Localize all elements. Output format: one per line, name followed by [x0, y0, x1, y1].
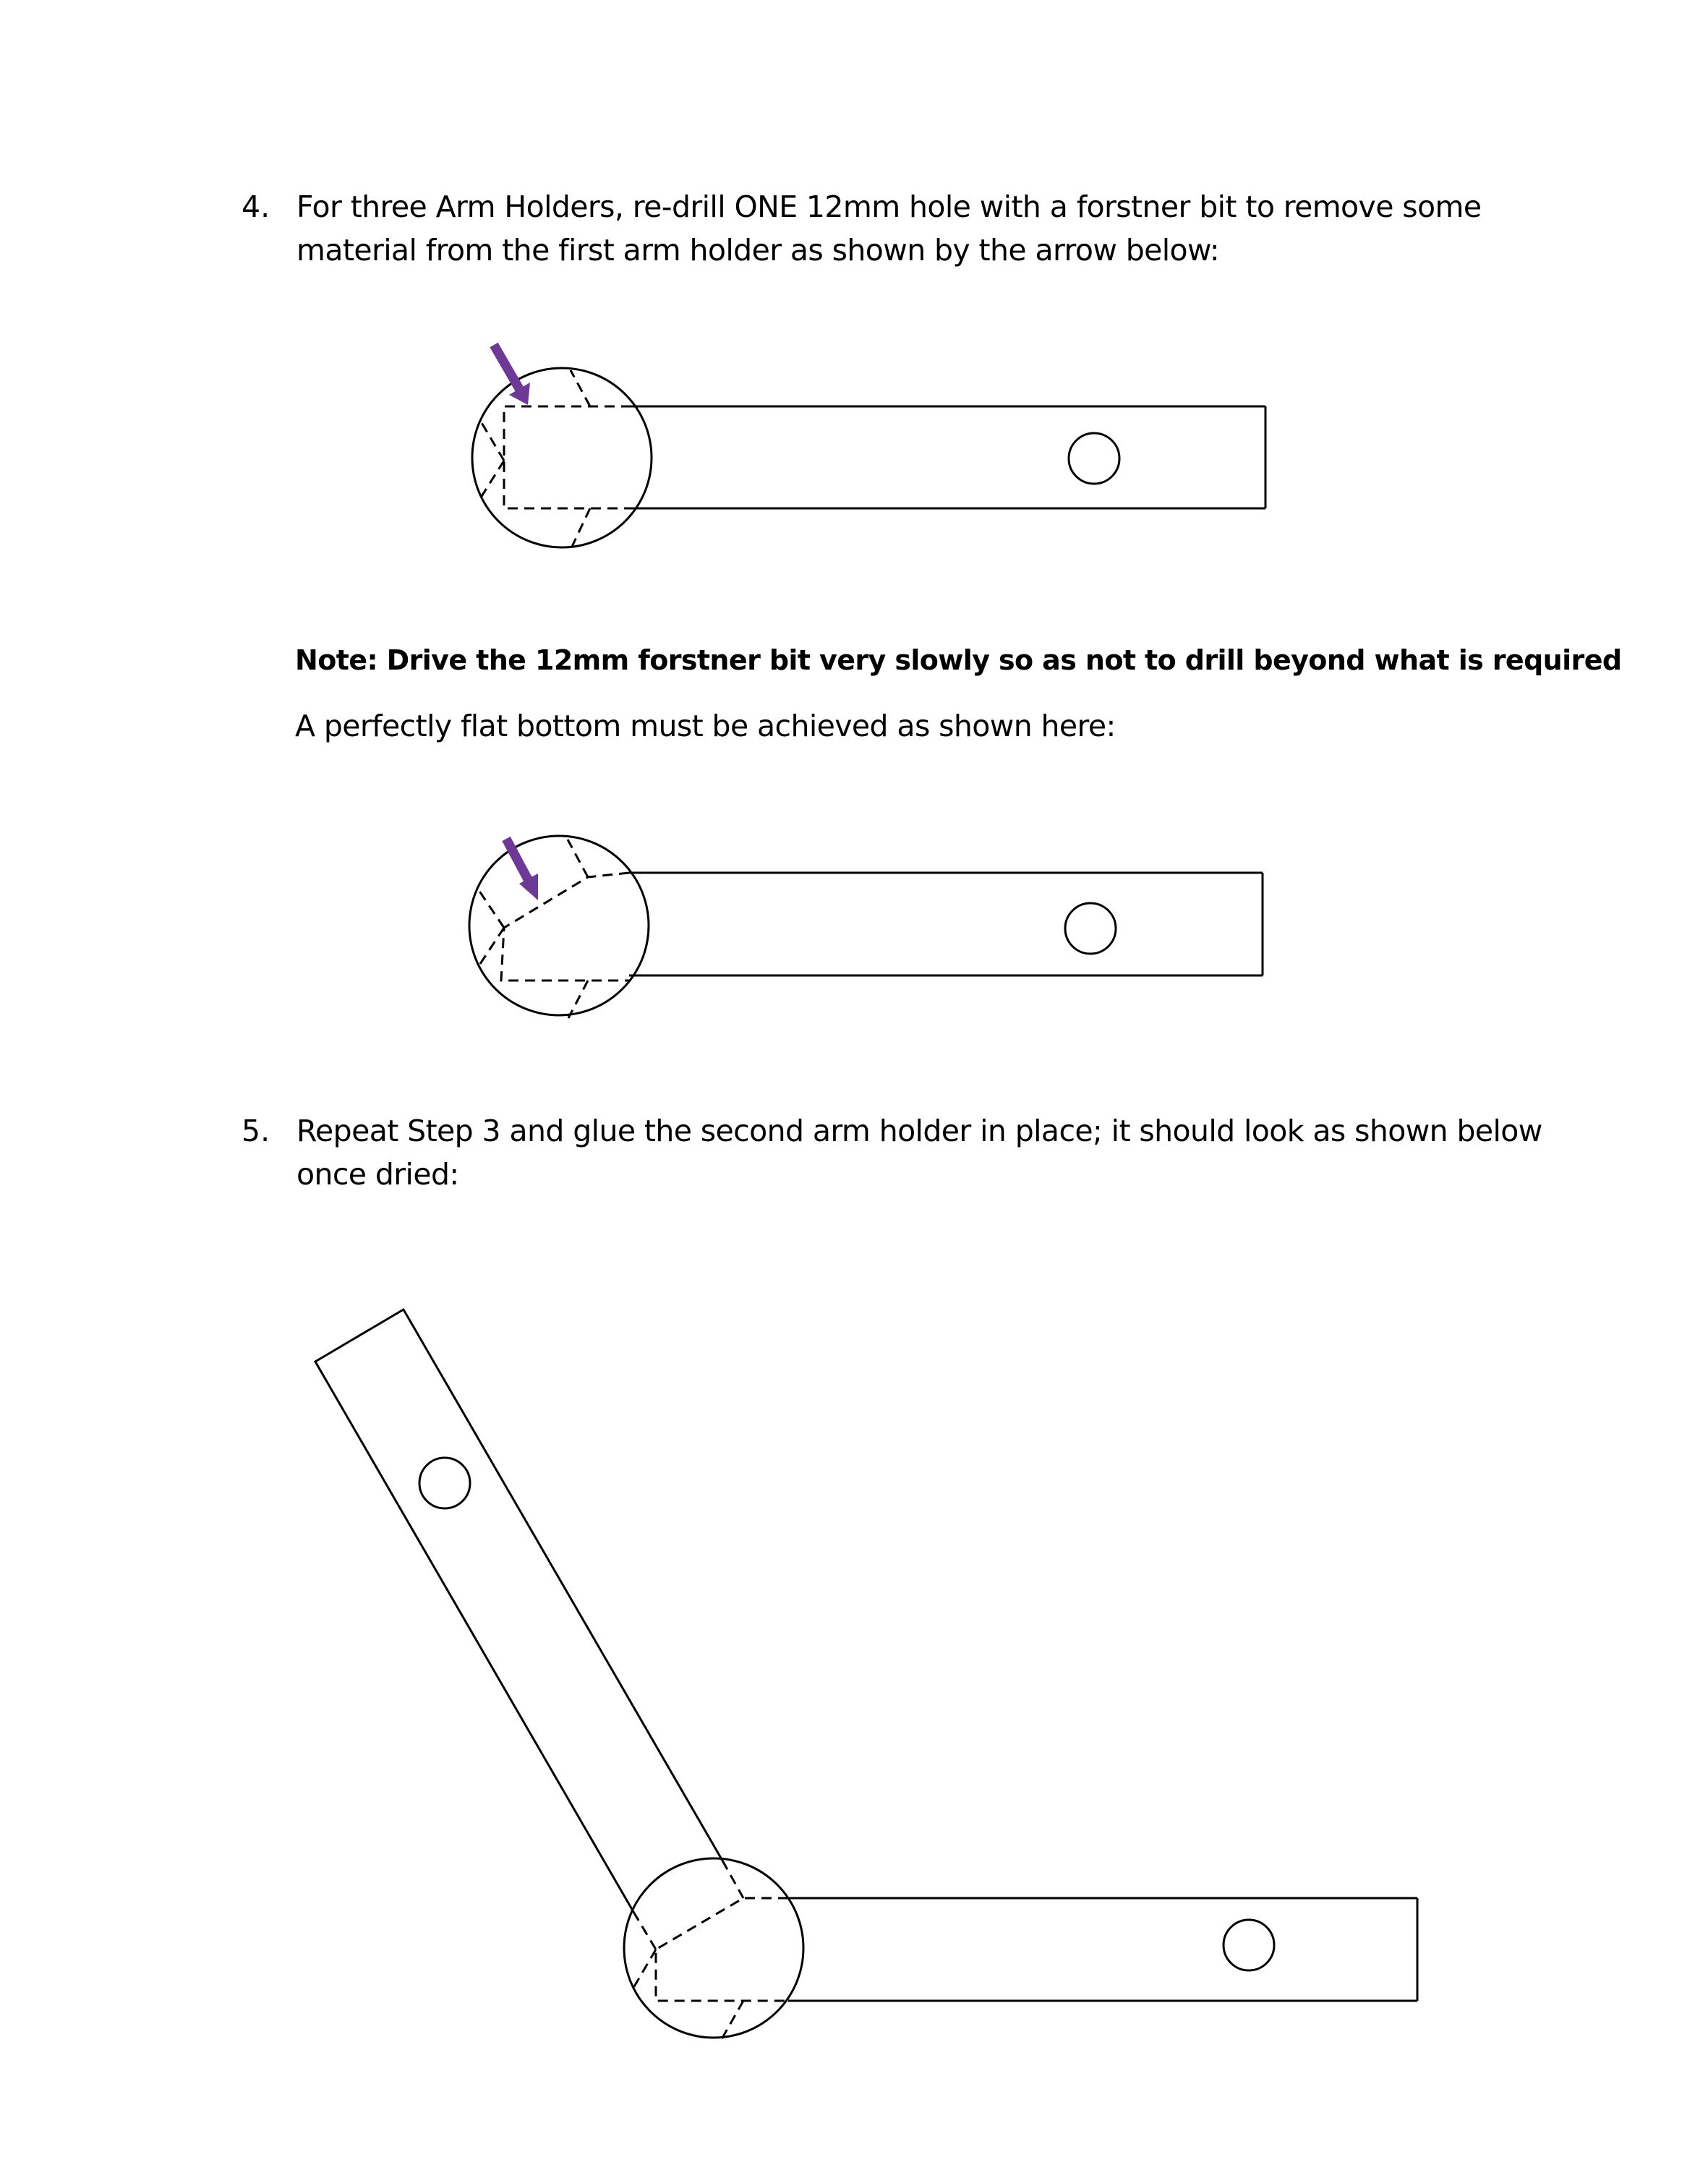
- step-4-number: 4.: [242, 189, 270, 224]
- bolt-hole: [419, 1458, 470, 1508]
- bolt-hole: [1224, 1920, 1274, 1970]
- note-text: Note: Drive the 12mm forstner bit very slowly so as not to drill beyond what is required: [295, 644, 1622, 676]
- flat-bottom-text: A perfectly flat bottom must be achieved as shown here:: [295, 709, 1116, 743]
- pivot-circle: [624, 1858, 803, 2038]
- step-5-number: 5.: [242, 1114, 270, 1148]
- step-5-line-1: Repeat Step 3 and glue the second arm holder in place; it should look as shown below: [296, 1114, 1542, 1148]
- step-4-line-1: For three Arm Holders, re-drill ONE 12mm hole with a forstner bit to remove some: [296, 189, 1482, 224]
- step-4-line-2: material from the first arm holder as shown by the arrow below:: [296, 233, 1219, 268]
- step-5-line-2: once dried:: [296, 1157, 459, 1192]
